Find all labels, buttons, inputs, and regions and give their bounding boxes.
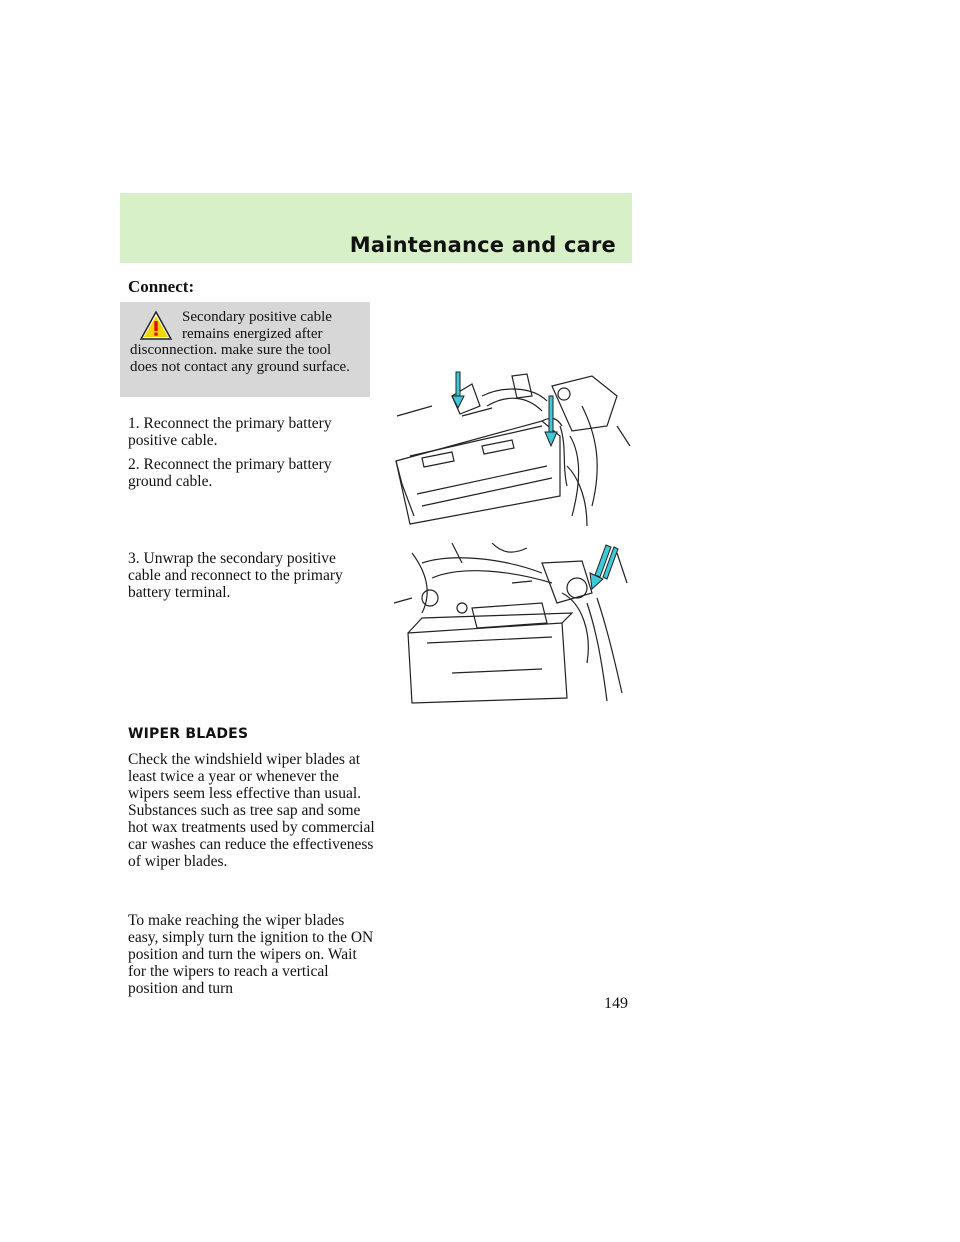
step-1: 1. Reconnect the primary battery positive cable. xyxy=(128,415,332,449)
page-header-title: Maintenance and care xyxy=(349,233,616,257)
battery-illustration-1 xyxy=(392,366,632,538)
step-2: 2. Reconnect the primary battery ground cable. xyxy=(128,456,332,490)
warning-line-a: Secondary positive cable xyxy=(182,309,332,325)
warning-line-b: remains energized after xyxy=(182,325,323,342)
wiper-paragraph-1: Check the windshield wiper blades at least twice a year or whenever the wipers seem less effective than usual. Substances such as tree sap and some hot wax treatments used by commercial car washes can reduce the effectiveness of wiper blades. xyxy=(128,751,375,870)
battery-illustration-2 xyxy=(392,543,632,707)
wiper-paragraph-2: To make reaching the wiper blades easy, simply turn the ignition to the ON position and turn the wipers on. Wait for the wipers to reach a vertical position and turn xyxy=(128,912,374,997)
page-number: 149 xyxy=(604,995,628,1012)
header-band xyxy=(120,193,632,263)
step-3: 3. Unwrap the secondary positive cable and reconnect to the primary battery terminal. xyxy=(128,550,343,601)
warning-box xyxy=(120,302,370,397)
wiper-blades-heading: WIPER BLADES xyxy=(128,726,249,742)
warning-line-rest: disconnection. make sure the tool does not contact any ground surface. xyxy=(130,342,350,375)
section-heading: Connect: xyxy=(128,277,195,296)
warning-text xyxy=(130,309,362,375)
